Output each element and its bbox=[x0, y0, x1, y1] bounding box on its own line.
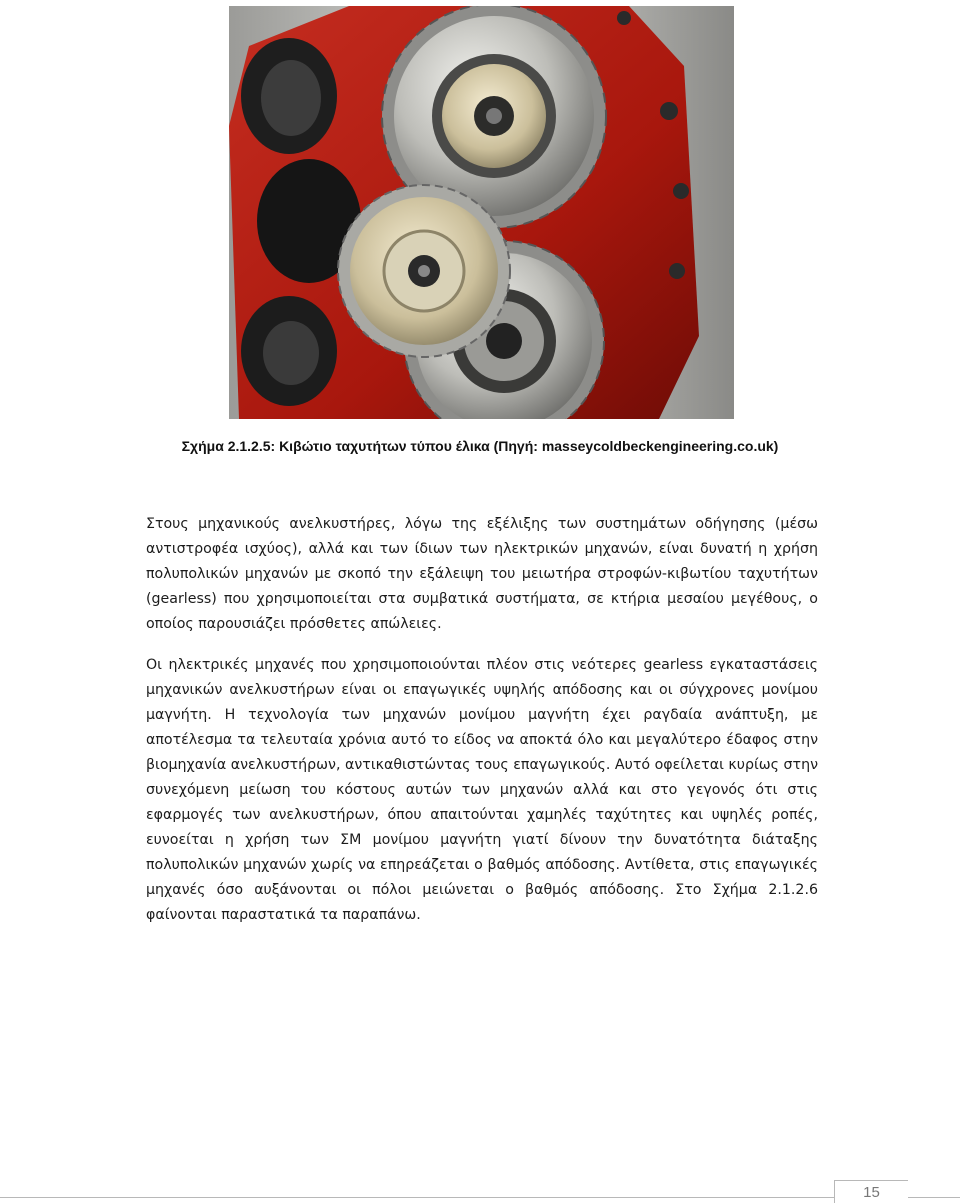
gearbox-illustration bbox=[229, 6, 734, 419]
page-number: 15 bbox=[834, 1180, 908, 1203]
body-paragraph-2: Οι ηλεκτρικές μηχανές που χρησιμοποιούνται πλέον στις νεότερες gearless εγκαταστάσεις μηχανικών ανελκυστήρων είναι οι επαγωγικές υψηλής απόδοσης και οι σύγχρονες μονίμου μαγνήτη. Η τεχνολογία των μηχανών μονίμου μαγνήτη έχει ραγδαία ανάπτυξη, με αποτέλεσμα τα τελευταία χρόνια αυτό το είδος να αποκτά όλο και μεγαλύτερο έδαφος στην βιομηχανία ανελκυστήρων, αντικαθιστώντας τους επαγωγικούς. Αυτό οφείλεται κυρίως στην συνεχόμενη μείωση του κόστους αυτών των μηχανών αλλά και στο γεγονός ότι στις εφαρμογές των ανελκυστήρων, όπου απαιτούνται χαμηλές ταχύτητες και υψηλές ροπές, ευνοείται η χρήση των ΣΜ μονίμου μαγνήτη γιατί δίνουν την δυνατότητα διάταξης πολυπολικών μηχανών χωρίς να επηρεάζεται ο βαθμός απόδοσης. Αντίθετα, στις επαγωγικές μηχανές όσο αυξάνονται οι πόλοι μειώνεται ο βαθμός απόδοσης. Στο Σχήμα 2.1.2.6 φαίνονται παραστατικά τα παραπάνω. bbox=[146, 657, 818, 923]
footer-rule-left bbox=[0, 1197, 834, 1198]
figure-caption: Σχήμα 2.1.2.5: Κιβώτιο ταχυτήτων τύπου έλικα (Πηγή: masseycoldbeckengineering.co.uk) bbox=[181, 438, 779, 454]
body-paragraph-1: Στους μηχανικούς ανελκυστήρες, λόγω της εξέλιξης των συστημάτων οδήγησης (μέσω αντιστροφέα ισχύος), αλλά και των ίδιων των ηλεκτρικών μηχανών, είναι δυνατή η χρήση πολυπολικών μηχανών με σκοπό την εξάλειψη του μειωτήρα στροφών-κιβωτίου ταχυτήτων (gearless) που χρησιμοποιείται στα συμβατικά συστήματα, σε κτήρια μεσαίου μεγέθους, ο οποίος παρουσιάζει πρόσθετες απώλειες. bbox=[146, 516, 818, 632]
footer-rule-right bbox=[908, 1197, 960, 1198]
gearbox-photo bbox=[229, 6, 734, 419]
